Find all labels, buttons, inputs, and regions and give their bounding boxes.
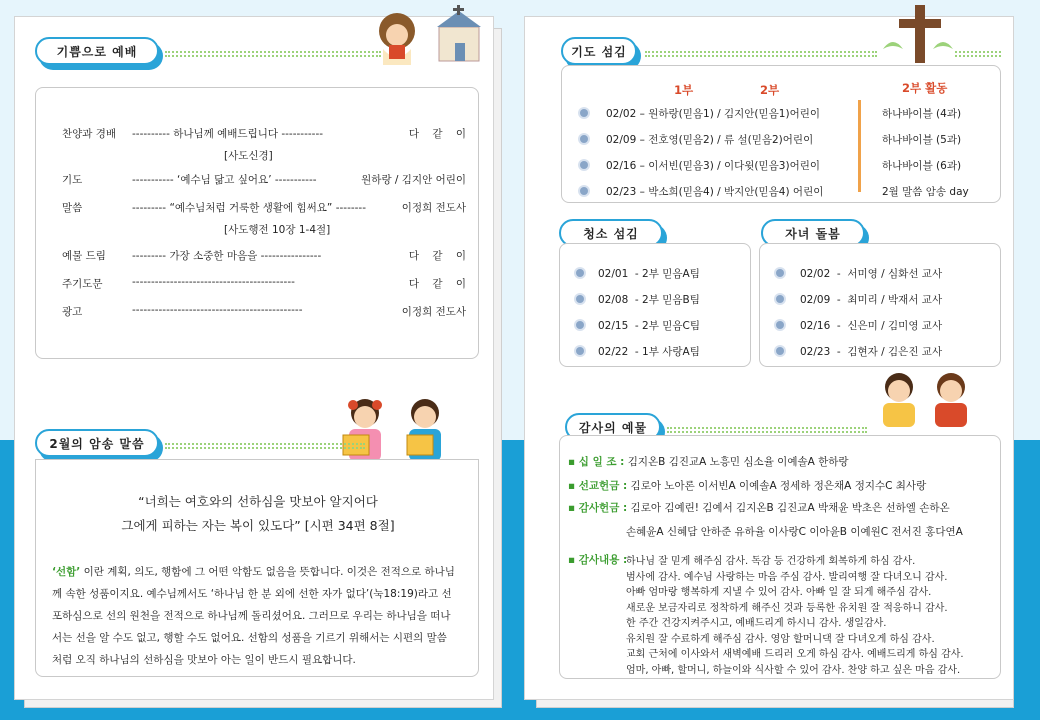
list-row: 02/08 - 2부 믿음B팀 xyxy=(598,294,700,306)
bullet-icon xyxy=(576,269,584,277)
worship-row-who: 다 같 이 xyxy=(408,250,466,262)
prayer-date: 02/02 xyxy=(606,108,637,120)
prayer-names: – 원하랑(믿음1) / 김지안(믿음1)어린이 xyxy=(639,108,821,120)
list-row: 02/22 - 1부 사랑A팀 xyxy=(598,346,700,358)
worship-row-middle xyxy=(132,200,380,215)
worship-row-label: 주기도문 xyxy=(62,278,103,290)
mission-label: ▪ 선교헌금 : xyxy=(568,480,628,492)
worship-row-dash: ---------- xyxy=(132,128,170,140)
cleaning-title: 청소 섬김 xyxy=(583,226,639,241)
explanation-line-3: 포하심으로 선의 원천을 전적으로 하나님께 돌리셨어요. 그러므로 우리는 하나님을 떠나 xyxy=(52,610,451,622)
thanks-content-line: 교회 근처에 이사와서 새벽예배 드리러 오게 하심 감사. 예배드리게 하심 감사. xyxy=(626,649,964,660)
prayer-activity: 하나바이블 (4과) xyxy=(882,108,962,120)
list-row: 02/09 - 최미리 / 박재서 교사 xyxy=(800,294,943,306)
worship-subtitle: [사도행전 10장 1-4절] xyxy=(224,224,331,236)
explanation-line-4: 서는 선을 알 수도 없고, 행할 수도 없어요. 선함의 성품을 기르기 위해서는 시편의 말씀 xyxy=(52,632,447,644)
prayer-row xyxy=(606,106,820,121)
worship-title-pill xyxy=(35,37,159,65)
cross-illustration xyxy=(877,5,957,65)
worship-row-dash: ------------------------------------------- xyxy=(132,276,295,288)
worship-row-dash: --------------------------------------------- xyxy=(132,304,303,316)
thanks-row xyxy=(568,500,950,515)
memory-title: 2월의 암송 말씀 xyxy=(49,436,145,451)
worship-title: 기쁨으로 예배 xyxy=(56,44,138,59)
prayer-header-2: 2부 xyxy=(760,83,780,97)
thanks-content-line: 한 주간 건강지켜주시고, 예배드리게 하시니 감사. 생일감사. xyxy=(626,618,887,629)
thanks-content-line: 유치원 잘 수료하게 해주심 감사. 영암 할머니댁 잘 다녀오게 하심 감사. xyxy=(626,633,935,645)
worship-row-dash: ----------- xyxy=(132,174,174,186)
care-title: 자녀 돌봄 xyxy=(785,226,841,241)
list-row: 02/15 - 2부 믿음C팀 xyxy=(598,320,700,332)
thanks-content-line: 하나님 잘 믿게 해주심 감사. 독감 등 건강하게 회복하게 하심 감사. xyxy=(626,556,916,567)
prayer-names: – 박소희(믿음4) / 박지안(믿음4) 어린이 xyxy=(639,186,824,198)
worship-row-who: 다 같 이 xyxy=(408,278,466,290)
verse-line-1: “너희는 여호와의 선하심을 맛보아 알지어다 xyxy=(138,494,378,509)
memory-verse-box xyxy=(35,459,479,677)
bullet-icon xyxy=(576,347,584,355)
worship-row-dash2: ----------- xyxy=(281,128,324,140)
content-label-row xyxy=(568,552,627,567)
prayer-header-activity: 2부 활동 xyxy=(902,81,948,95)
thanks-names-1: 김로아 김예린! 김예서 김지온B 김진교A 박채윤 박초은 선하엘 손하온 xyxy=(630,502,950,514)
care-box xyxy=(759,243,1001,367)
kids-reading-illustration xyxy=(337,395,457,465)
worship-row-dash: --------- xyxy=(132,202,167,214)
decorative-dotted-line xyxy=(955,51,1001,57)
thanks-names-2: 손혜윤A 신혜담 안하준 유하율 이사랑C 이아윤B 이예원C 전서진 홍다연A xyxy=(626,526,963,538)
tithe-names: 김지온B 김진교A 노흥민 심소율 이예솔A 한하랑 xyxy=(627,456,849,468)
worship-row-label: 찬양과 경배 xyxy=(62,128,117,140)
bullet-icon xyxy=(580,135,588,143)
thanks-content-line: 새로운 보금자리로 정착하게 해주신 것과 등록한 유치원 잘 적응하니 감사. xyxy=(626,602,948,614)
prayer-title-pill xyxy=(561,37,637,65)
worship-row-dash: --------- xyxy=(132,250,167,262)
prayer-row xyxy=(606,132,813,147)
worship-row-label: 말씀 xyxy=(62,202,83,214)
explanation-line-2: 께 속한 성품이지요. 예수님께서도 ‘하나님 한 분 외에 선한 자가 없다’(눅18:19)라고 선 xyxy=(52,588,452,600)
cleaning-box xyxy=(559,243,751,367)
right-page xyxy=(524,16,1014,700)
worship-row-text: 가장 소중한 마음을 xyxy=(169,250,258,262)
mission-names: 김로아 노아론 이서빈A 이예솔A 정세하 정은채A 정지수C 최사랑 xyxy=(630,480,927,492)
worship-row-dash2: ----------- xyxy=(274,174,317,186)
prayer-activity: 하나바이블 (6과) xyxy=(882,160,962,172)
verse-line-2: 그에게 피하는 자는 복이 있도다” [시편 34편 8절] xyxy=(121,518,395,533)
worship-row-who: 다 같 이 xyxy=(408,128,466,140)
worship-row-who: 이정희 전도사 xyxy=(401,306,466,318)
worship-row-middle xyxy=(132,172,380,187)
bullet-icon xyxy=(580,109,588,117)
worship-row-text: ‘예수님 닮고 싶어요’ xyxy=(177,174,272,186)
prayer-activity: 2월 말씀 암송 day xyxy=(882,186,969,198)
prayer-row xyxy=(606,158,820,173)
worship-row-middle xyxy=(132,276,380,288)
worship-row-dash2: -------- xyxy=(335,202,367,214)
prayer-row xyxy=(606,184,823,199)
worship-row-middle xyxy=(132,248,380,263)
list-row: 02/01 - 2부 믿음A팀 xyxy=(598,268,700,280)
bullet-icon xyxy=(776,321,784,329)
content-label: ▪ 감사내용 : xyxy=(568,554,628,566)
worship-row-middle xyxy=(132,304,380,316)
tithe-label: ▪ 십 일 조 : xyxy=(568,456,625,468)
mission-row xyxy=(568,478,926,493)
thanks-content-line: 범사에 감사. 예수님 사랑하는 마음 주심 감사. 발리여행 잘 다녀오니 감사. xyxy=(626,571,948,583)
bullet-icon xyxy=(776,347,784,355)
worship-row-label: 예물 드림 xyxy=(62,250,106,262)
memory-title-pill xyxy=(35,429,159,457)
worship-row-middle xyxy=(132,126,380,141)
explanation-line-1 xyxy=(52,564,455,579)
bullet-icon xyxy=(576,321,584,329)
explanation-line-5: 처럼 오직 하나님의 선하심을 맛보아 아는 일이 반드시 필요합니다. xyxy=(52,654,356,666)
left-page xyxy=(14,16,494,700)
worship-row-label: 기도 xyxy=(62,174,83,186)
prayer-names: – 전호영(믿음2) / 류 설(믿음2)어린이 xyxy=(639,134,814,146)
list-row: 02/16 - 신은미 / 김미영 교사 xyxy=(800,320,943,332)
decorative-dotted-line xyxy=(165,443,365,449)
prayer-title: 기도 섬김 xyxy=(571,44,627,59)
offering-box xyxy=(559,435,1001,679)
bullet-icon xyxy=(580,187,588,195)
explanation-text-1: 이란 계획, 의도, 행함에 그 어떤 악함도 없음을 뜻합니다. 이것은 전적으로 하나님 xyxy=(83,566,455,578)
prayer-activity: 하나바이블 (5과) xyxy=(882,134,962,146)
worship-row-who: 이정희 전도사 xyxy=(401,202,466,214)
worship-row-who: 원하랑 / 김지안 어린이 xyxy=(361,174,466,186)
bullet-icon xyxy=(776,269,784,277)
prayer-names: – 이서빈(믿음3) / 이다윗(믿음3)어린이 xyxy=(639,160,821,172)
worship-row-text: “예수님처럼 거룩한 생활에 힘써요” xyxy=(169,202,333,214)
thanks-label: ▪ 감사헌금 : xyxy=(568,502,628,514)
prayer-date: 02/09 xyxy=(606,134,637,146)
worship-row-label: 광고 xyxy=(62,306,83,318)
prayer-header-1: 1부 xyxy=(674,83,694,97)
prayer-date: 02/16 xyxy=(606,160,637,172)
kids-praying-illustration xyxy=(871,369,981,429)
activity-divider xyxy=(858,100,861,192)
thanks-content-line: 아빠 엄마랑 행복하게 지낼 수 있어 감사. 아빠 일 잘 되게 해주심 감사. xyxy=(626,587,932,598)
offering-title: 감사의 예물 xyxy=(578,420,648,435)
prayer-date: 02/23 xyxy=(606,186,637,198)
thanks-content-line: 엄마, 아빠, 할머니, 하늘이와 식사할 수 있어 감사. 찬양 하고 싶은 마음 감사. xyxy=(626,664,961,676)
highlight-word: ‘선함’ xyxy=(52,566,81,578)
bullet-icon xyxy=(576,295,584,303)
list-row: 02/23 - 김현자 / 김은진 교사 xyxy=(800,346,943,358)
decorative-dotted-line xyxy=(667,427,867,433)
worship-order-box xyxy=(35,87,479,359)
bullet-icon xyxy=(776,295,784,303)
decorative-dotted-line xyxy=(645,51,877,57)
tithe-row xyxy=(568,454,849,469)
decorative-dotted-line xyxy=(165,51,381,57)
prayer-box xyxy=(561,65,1001,203)
worship-row-dash2: ---------------- xyxy=(260,250,322,262)
worship-subtitle: [사도신경] xyxy=(224,150,273,162)
bullet-icon xyxy=(580,161,588,169)
list-row: 02/02 - 서미영 / 심화선 교사 xyxy=(800,268,943,280)
worship-row-text: 하나님께 예배드립니다 xyxy=(173,128,279,140)
jesus-church-illustration xyxy=(367,5,487,65)
